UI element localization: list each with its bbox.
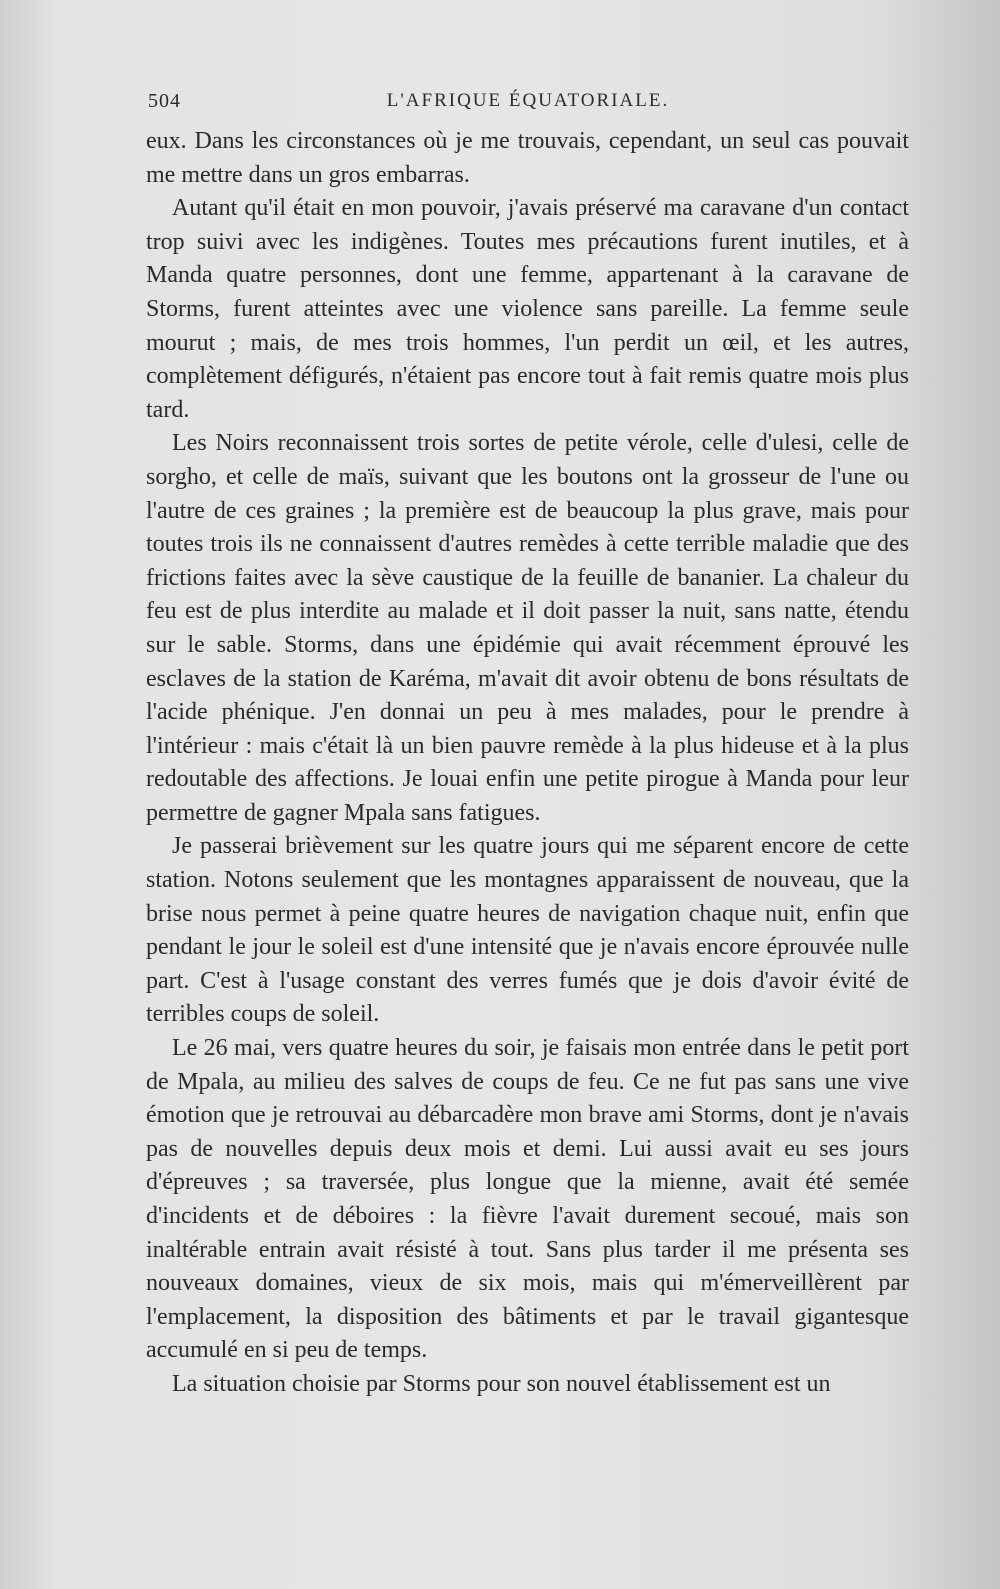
running-title: L'AFRIQUE ÉQUATORIALE. bbox=[386, 90, 670, 111]
paragraph: La situation choisie par Storms pour son nouvel établissement est un bbox=[172, 1370, 831, 1397]
paragraph: Le 26 mai, vers quatre heures du soir, je faisais mon entrée dans le petit port de Mpala, au milieu des salves de coups de feu. Ce ne fut pas sans une vive émotion que je retrouvai au débarcadère mon brave ami Storms, dont je n'avais pas de nouvelles depuis deux mois et demi. Lui aussi avait eu ses jours d'épreuves ; sa traversée, plus longue que la mienne, avait été semée d'incidents et de déboires : la fièvre l'avait durement secoué, mais son inaltérable entrain avait résisté à tout. Sans plus tarder il me présenta ses nouveaux domaines, vieux de six mois, mais qui m'émerveillèrent par l'emplacement, la disposition des bâtiments et par le travail gigantesque accumulé en si peu de temps. bbox=[146, 1035, 909, 1364]
paragraph: Je passerai brièvement sur les quatre jours qui me séparent encore de cette station. Notons seulement que les montagnes apparaissent de nouveau, que la brise nous permet à peine quatre heures de navigation chaque nuit, enfin que pendant le jour le soleil est d'une intensité que je n'avais encore éprouvée nulle part. C'est à l'usage constant des verres fumés que je dois d'avoir évité de terribles coups de soleil. bbox=[146, 833, 909, 1028]
paragraph: Autant qu'il était en mon pouvoir, j'avais préservé ma caravane d'un contact trop suivi avec les indigènes. Toutes mes précautions furent inutiles, et à Manda quatre personnes, dont une femme, appartenant à la caravane de Storms, furent atteintes avec une violence sans pareille. La femme seule mourut ; mais, de mes trois hommes, l'un perdit un œil, et les autres, complètement défigurés, n'étaient pas encore tout à fait remis quatre mois plus tard. bbox=[146, 195, 909, 423]
paragraph: Les Noirs reconnaissent trois sortes de petite vérole, celle d'ulesi, celle de sorgho, et celle de maïs, suivant que les boutons ont la grosseur de l'une ou l'autre de ces graines ; la première est de beaucoup la plus grave, mais pour toutes trois ils ne connaissent d'autres remèdes à cette terrible maladie que des frictions faites avec la sève caustique de la feuille de bananier. La chaleur du feu est de plus interdite au malade et il doit passer la nuit, sans natte, étendu sur le sable. Storms, dans une épidémie qui avait récemment éprouvé les esclaves de la station de Karéma, m'avait dit avoir obtenu de bons résultats de l'acide phénique. J'en donnai un peu à mes malades, pour le prendre à l'intérieur : mais c'était là un bien pauvre remède à la plus hideuse et à la plus redoutable des affections. Je louai enfin une petite pirogue à Manda pour leur permettre de gagner Mpala sans fatigues. bbox=[146, 430, 909, 826]
paragraph: eux. Dans les circonstances où je me trouvais, cependant, un seul cas pouvait me mettre dans un gros embarras. bbox=[146, 128, 909, 188]
page-number: 504 bbox=[148, 90, 181, 112]
body-text bbox=[146, 125, 909, 1402]
running-head bbox=[148, 90, 908, 120]
